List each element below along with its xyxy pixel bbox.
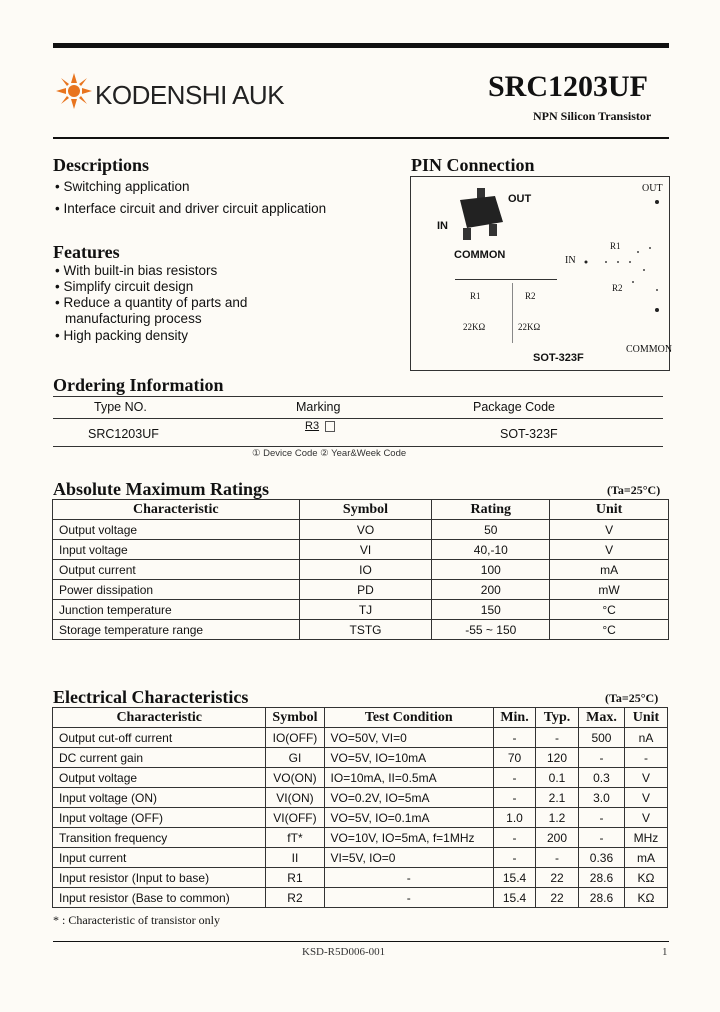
cell: -: [536, 728, 579, 748]
cell: Output voltage: [53, 520, 300, 540]
cell: Input voltage (ON): [53, 788, 266, 808]
resistor-r2-value: 22KΩ: [518, 322, 541, 332]
ordering-title: Ordering Information: [53, 375, 224, 395]
header-rule: [53, 137, 669, 139]
feature-item: • Simplify circuit design: [55, 279, 193, 294]
cell: 70: [494, 748, 536, 768]
ordering-header-marking: Marking: [296, 400, 341, 414]
cell: 0.36: [578, 848, 624, 868]
ordering-header-package: Package Code: [473, 400, 556, 414]
resistor-r1-header: R1: [470, 291, 481, 301]
table-row: [53, 520, 669, 540]
cell: KΩ: [624, 888, 667, 908]
table-row: [53, 768, 668, 788]
ordering-note: ① Device Code ② Year&Week Code: [252, 448, 407, 459]
cell: 2.1: [536, 788, 579, 808]
cell: 0.3: [578, 768, 624, 788]
table-header-row: [53, 708, 668, 728]
cell: PD: [299, 580, 432, 600]
cell: Input voltage (OFF): [53, 808, 266, 828]
amr-title: Absolute Maximum Ratings: [53, 479, 270, 499]
resistor-r2-header: R2: [525, 291, 536, 301]
cell: VO=50V, VI=0: [324, 728, 494, 748]
cell: GI: [266, 748, 324, 768]
cell: V: [624, 788, 667, 808]
feature-item: • With built-in bias resistors: [55, 263, 217, 278]
cell: 28.6: [578, 888, 624, 908]
cell: -: [494, 848, 536, 868]
ordering-top-rule: [53, 396, 663, 397]
pin-in-label: IN: [437, 220, 448, 232]
cell: -: [324, 888, 494, 908]
transistor-schematic-icon: [578, 190, 668, 350]
features-title: Features: [53, 242, 120, 262]
ec-col-unit: Unit: [624, 708, 667, 728]
ec-col-test-condition: Test Condition: [324, 708, 494, 728]
pin-connection-title: PIN Connection: [411, 155, 535, 175]
cell: V: [624, 768, 667, 788]
cell: 150: [432, 600, 550, 620]
description-item: • Interface circuit and driver circuit application: [55, 201, 326, 216]
marking-box-icon: [325, 421, 335, 432]
cell: VI(OFF): [266, 808, 324, 828]
cell: 120: [536, 748, 579, 768]
cell: nA: [624, 728, 667, 748]
cell: VI=5V, IO=0: [324, 848, 494, 868]
ordering-package-value: SOT-323F: [500, 427, 558, 441]
schematic-in-label: IN: [565, 255, 576, 266]
cell: -: [624, 748, 667, 768]
cell: VO=10V, IO=5mA, f=1MHz: [324, 828, 494, 848]
cell: -55 ~ 150: [432, 620, 550, 640]
cell: 0.1: [536, 768, 579, 788]
schematic-out-label: OUT: [642, 183, 663, 194]
package-code: SOT-323F: [533, 352, 584, 364]
resistor-table-divider: [512, 283, 513, 343]
top-rule: [53, 43, 669, 48]
table-row: [53, 848, 668, 868]
table-row: [53, 540, 669, 560]
cell: -: [578, 828, 624, 848]
table-row: [53, 828, 668, 848]
description-item: • Switching application: [55, 179, 190, 194]
cell: TSTG: [299, 620, 432, 640]
cell: VI(ON): [266, 788, 324, 808]
amr-col-unit: Unit: [550, 500, 669, 520]
cell: mA: [550, 560, 669, 580]
part-subtitle: NPN Silicon Transistor: [533, 109, 652, 123]
table-row: [53, 728, 668, 748]
resistor-r1-value: 22KΩ: [463, 322, 486, 332]
cell: 200: [432, 580, 550, 600]
cell: VO=0.2V, IO=5mA: [324, 788, 494, 808]
ec-title: Electrical Characteristics: [53, 687, 249, 707]
cell: Power dissipation: [53, 580, 300, 600]
cell: IO=10mA, II=0.5mA: [324, 768, 494, 788]
resistor-table-rule: [455, 279, 557, 280]
pin-common-label: COMMON: [454, 249, 506, 261]
cell: VO=5V, IO=0.1mA: [324, 808, 494, 828]
part-number: SRC1203UF: [488, 70, 649, 103]
ordering-header-rule: [53, 418, 663, 419]
cell: 500: [578, 728, 624, 748]
cell: 200: [536, 828, 579, 848]
cell: Junction temperature: [53, 600, 300, 620]
ordering-header-type: Type NO.: [94, 400, 147, 414]
cell: 40,-10: [432, 540, 550, 560]
table-header-row: [53, 500, 669, 520]
cell: R1: [266, 868, 324, 888]
cell: II: [266, 848, 324, 868]
cell: °C: [550, 600, 669, 620]
cell: Input voltage: [53, 540, 300, 560]
cell: 15.4: [494, 868, 536, 888]
page-number: 1: [662, 946, 668, 958]
cell: IO(OFF): [266, 728, 324, 748]
pin-out-label: OUT: [508, 193, 532, 205]
ec-table: [52, 707, 668, 908]
footer-rule: [53, 941, 669, 942]
cell: VI: [299, 540, 432, 560]
table-row: [53, 808, 668, 828]
document-number: KSD-R5D006-001: [302, 946, 386, 958]
cell: V: [624, 808, 667, 828]
amr-col-symbol: Symbol: [299, 500, 432, 520]
cell: VO(ON): [266, 768, 324, 788]
cell: 1.0: [494, 808, 536, 828]
feature-item: • High packing density: [55, 328, 188, 343]
schematic-r1-label: R1: [610, 241, 621, 251]
table-row: [53, 788, 668, 808]
schematic-common-label: COMMON: [626, 344, 673, 355]
cell: VO=5V, IO=10mA: [324, 748, 494, 768]
cell: IO: [299, 560, 432, 580]
sot323-package-icon: [455, 188, 505, 246]
cell: VO: [299, 520, 432, 540]
table-row: [53, 560, 669, 580]
brand-name: KODENSHI AUK: [95, 80, 285, 110]
cell: 28.6: [578, 868, 624, 888]
cell: DC current gain: [53, 748, 266, 768]
cell: V: [550, 520, 669, 540]
cell: V: [550, 540, 669, 560]
cell: 100: [432, 560, 550, 580]
cell: -: [578, 808, 624, 828]
ec-col-symbol: Symbol: [266, 708, 324, 728]
cell: 15.4: [494, 888, 536, 908]
cell: 50: [432, 520, 550, 540]
cell: mA: [624, 848, 667, 868]
cell: fT*: [266, 828, 324, 848]
amr-condition: (Ta=25°C): [607, 483, 661, 497]
cell: -: [494, 788, 536, 808]
sunburst-logo-icon: [55, 72, 93, 110]
cell: -: [536, 848, 579, 868]
amr-col-rating: Rating: [432, 500, 550, 520]
cell: -: [494, 828, 536, 848]
cell: mW: [550, 580, 669, 600]
cell: 22: [536, 868, 579, 888]
cell: Output voltage: [53, 768, 266, 788]
table-row: [53, 748, 668, 768]
cell: TJ: [299, 600, 432, 620]
cell: -: [494, 768, 536, 788]
amr-table: [52, 499, 669, 640]
ordering-type-value: SRC1203UF: [88, 427, 159, 441]
cell: °C: [550, 620, 669, 640]
table-row: [53, 620, 669, 640]
ec-footnote: * : Characteristic of transistor only: [53, 913, 220, 927]
cell: Input resistor (Input to base): [53, 868, 266, 888]
table-row: [53, 580, 669, 600]
cell: R2: [266, 888, 324, 908]
descriptions-title: Descriptions: [53, 155, 149, 175]
ec-col-min: Min.: [494, 708, 536, 728]
cell: KΩ: [624, 868, 667, 888]
cell: Transition frequency: [53, 828, 266, 848]
cell: MHz: [624, 828, 667, 848]
feature-item: • Reduce a quantity of parts and: [55, 295, 247, 310]
cell: 22: [536, 888, 579, 908]
table-row: [53, 888, 668, 908]
cell: 1.2: [536, 808, 579, 828]
amr-col-characteristic: Characteristic: [53, 500, 300, 520]
cell: Input current: [53, 848, 266, 868]
cell: Storage temperature range: [53, 620, 300, 640]
ec-col-max: Max.: [578, 708, 624, 728]
cell: -: [578, 748, 624, 768]
table-row: [53, 868, 668, 888]
ordering-bottom-rule: [53, 446, 663, 447]
ec-condition: (Ta=25°C): [605, 691, 659, 705]
table-row: [53, 600, 669, 620]
ordering-marking-value: R3: [305, 420, 320, 432]
cell: Output current: [53, 560, 300, 580]
schematic-r2-label: R2: [612, 283, 623, 293]
feature-item-continued: manufacturing process: [65, 311, 202, 326]
ec-col-characteristic: Characteristic: [53, 708, 266, 728]
cell: Input resistor (Base to common): [53, 888, 266, 908]
cell: -: [494, 728, 536, 748]
cell: 3.0: [578, 788, 624, 808]
ec-col-typ: Typ.: [536, 708, 579, 728]
cell: -: [324, 868, 494, 888]
cell: Output cut-off current: [53, 728, 266, 748]
